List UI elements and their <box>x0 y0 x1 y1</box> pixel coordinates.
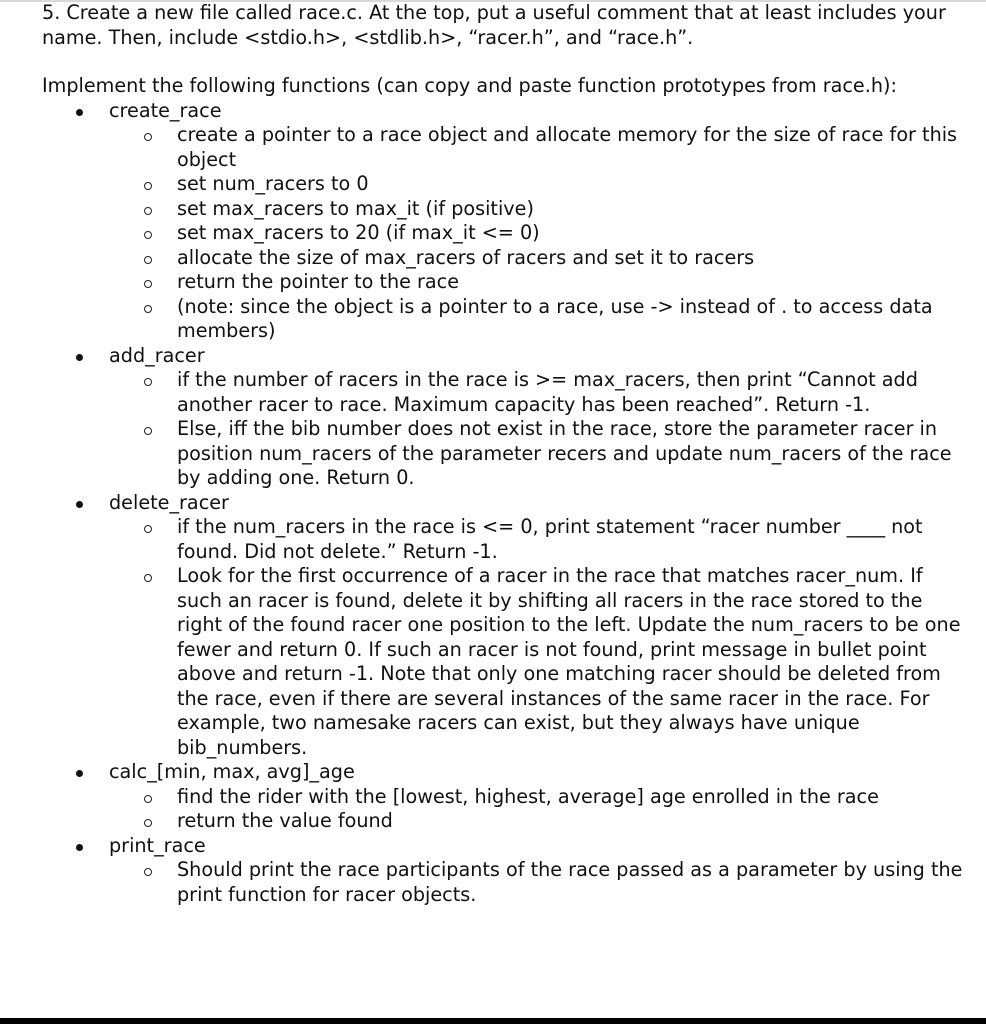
function-name: delete_racer <box>109 490 229 514</box>
function-name: add_racer <box>109 343 205 367</box>
hollow-bullet-icon <box>144 574 152 582</box>
hollow-bullet-icon <box>144 525 152 533</box>
sub-item: Else, iff the bib number does not exist in the race, store the parameter racer in position num_racers of the parameter recers and update num_racers of the race by adding one. Return 0. <box>177 417 972 491</box>
bullet-icon <box>76 501 83 508</box>
function-item-create-race <box>42 99 972 124</box>
function-item-delete-racer <box>42 491 972 516</box>
bullet-icon <box>76 354 83 361</box>
hollow-bullet-icon <box>144 133 152 141</box>
sub-item: Look for the first occurrence of a racer in the race that matches racer_num. If such an racer is found, delete it by shifting all racers in the race stored to the right of the found racer one position to the left. Update the num_racers to be one fewer and return 0. If such an racer is not found, print message in bullet point above and return -1. Note that only one matching racer should be deleted from the race, even if there are several instances of the same racer in the race. For example, two namesake racers can exist, but they always have unique bib_numbers. <box>177 564 972 760</box>
hollow-bullet-icon <box>144 207 152 215</box>
sub-item: Should print the race participants of the race passed as a parameter by using the print function for racer objects. <box>177 858 972 907</box>
hollow-bullet-icon <box>144 868 152 876</box>
intro-paragraph: 5. Create a new file called race.c. At the top, put a useful comment that at least includes your name. Then, include <stdio.h>, <stdlib.h>, “racer.h”, and “race.h”. <box>42 1 946 49</box>
hollow-bullet-icon <box>144 427 152 435</box>
bullet-icon <box>76 770 83 777</box>
function-name: calc_[min, max, avg]_age <box>109 760 355 783</box>
implement-paragraph: Implement the following functions (can copy and paste function prototypes from race.h): <box>42 74 897 97</box>
bullet-icon <box>76 109 83 116</box>
function-name: create_race <box>109 98 222 122</box>
sub-item: allocate the size of max_racers of racers and set it to racers <box>177 246 972 271</box>
function-item-add-racer <box>42 344 972 369</box>
document-body <box>42 1 972 907</box>
hollow-bullet-icon <box>144 231 152 239</box>
hollow-bullet-icon <box>144 378 152 386</box>
sub-item: find the rider with the [lowest, highest, average] age enrolled in the race <box>177 785 972 810</box>
sub-item: set max_racers to max_it (if positive) <box>177 197 972 222</box>
sub-item: set num_racers to 0 <box>177 172 972 197</box>
sub-item: (note: since the object is a pointer to a race, use -> instead of . to access data members) <box>177 295 972 344</box>
sub-item: create a pointer to a race object and allocate memory for the size of race for this object <box>177 123 972 172</box>
function-name: print_race <box>109 833 206 857</box>
hollow-bullet-icon <box>144 819 152 827</box>
bottom-edge <box>0 1018 986 1024</box>
function-item-print-race <box>42 834 972 859</box>
bullet-icon <box>76 844 83 851</box>
function-item-calc-age <box>42 760 972 785</box>
sub-item: set max_racers to 20 (if max_it <= 0) <box>177 221 972 246</box>
paragraph-spacer <box>42 50 972 74</box>
sub-item: if the num_racers in the race is <= 0, print statement “racer number ____ not found. Did not delete.” Return -1. <box>177 515 972 564</box>
hollow-bullet-icon <box>144 305 152 313</box>
hollow-bullet-icon <box>144 182 152 190</box>
hollow-bullet-icon <box>144 795 152 803</box>
sub-item: return the value found <box>177 809 972 834</box>
sub-item: if the number of racers in the race is >= max_racers, then print “Cannot add another racer to race. Maximum capacity has been reached”. Return -1. <box>177 368 972 417</box>
hollow-bullet-icon <box>144 256 152 264</box>
sub-item: return the pointer to the race <box>177 270 972 295</box>
hollow-bullet-icon <box>144 280 152 288</box>
